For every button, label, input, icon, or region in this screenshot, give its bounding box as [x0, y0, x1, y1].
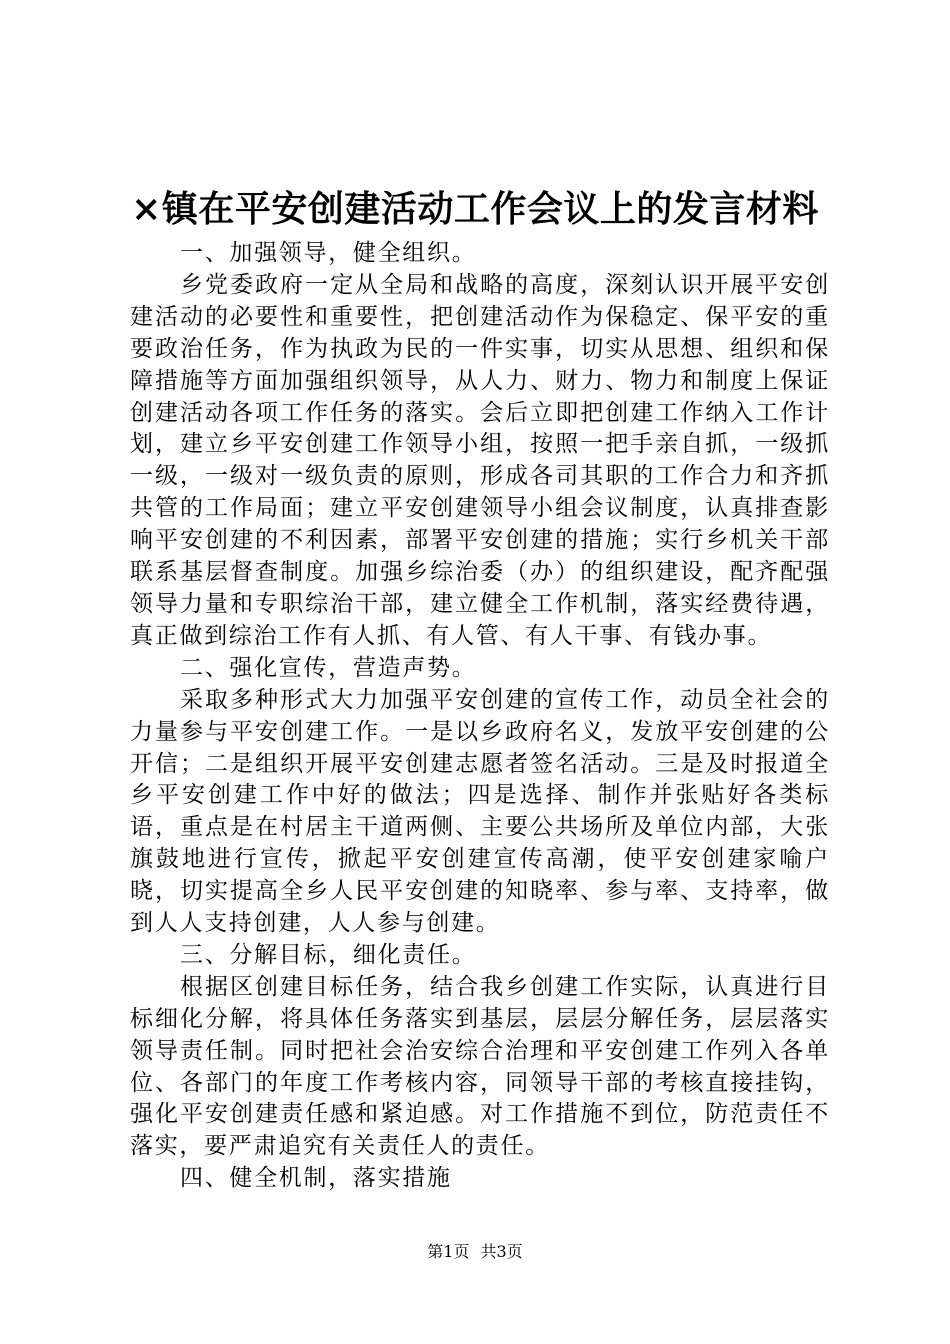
- page-total: 共3页: [480, 1242, 523, 1261]
- section-heading-1: 一、加强领导，健全组织。: [180, 240, 477, 266]
- section-heading-3: 三、分解目标，细化责任。: [180, 941, 477, 968]
- paragraph-2: 采取多种形式大力加强平安创建的宣传工作，动员全社会的力量参与平安创建工作。一是以乡政府名义，发放平安创建的公开信；二是组织开展平安创建志愿者签名活动。三是及时报道全乡平安创建工作中好的做法；四是选择、制作并张贴好各类标语，重点是在村居主干道两侧、主要公共场所及单位内部，大张旗鼓地进行宣传，掀起平安创建宣传高潮，使平安创建家喻户晓，切实提高全乡人民平安创建的知晓率、参与率、支持率，做到人人支持创建，人人参与创建。: [130, 686, 830, 937]
- section-heading-2: 二、强化宣传，营造声势。: [180, 654, 477, 681]
- document-body: [130, 238, 830, 1195]
- paragraph-3: 根据区创建目标任务，结合我乡创建工作实际，认真进行目标细化分解，将具体任务落实到基层，层层分解任务，层层落实领导责任制。同时把社会治安综合治理和平安创建工作列入各单位、各部门的年度工作考核内容，同领导干部的考核直接挂钩，强化平安创建责任感和紧迫感。对工作措施不到位，防范责任不落实，要严肃追究有关责任人的责任。: [130, 973, 830, 1160]
- section-heading-4: 四、健全机制，落实措施: [180, 1165, 452, 1192]
- paragraph-1: 乡党委政府一定从全局和战略的高度，深刻认识开展平安创建活动的必要性和重要性，把创建活动作为保稳定、保平安的重要政治任务，作为执政为民的一件实事，切实从思想、组织和保障措施等方面加强组织领导，从人力、财力、物力和制度上保证创建活动各项工作任务的落实。会后立即把创建工作纳入工作计划，建立乡平安创建工作领导小组，按照一把手亲自抓，一级抓一级，一级对一级负责的原则，形成各司其职的工作合力和齐抓共管的工作局面；建立平安创建领导小组会议制度，认真排查影响平安创建的不利因素，部署平安创建的措施；实行乡机关干部联系基层督查制度。加强乡综治委（办）的组织建设，配齐配强领导力量和专职综治干部，建立健全工作机制，落实经费待遇，真正做到综治工作有人抓、有人管、有人干事、有钱办事。: [130, 271, 830, 649]
- page-number: 第1页: [427, 1242, 470, 1261]
- page-footer: [0, 1240, 950, 1264]
- document-title: ×镇在平安创建活动工作会议上的发言材料: [131, 188, 819, 230]
